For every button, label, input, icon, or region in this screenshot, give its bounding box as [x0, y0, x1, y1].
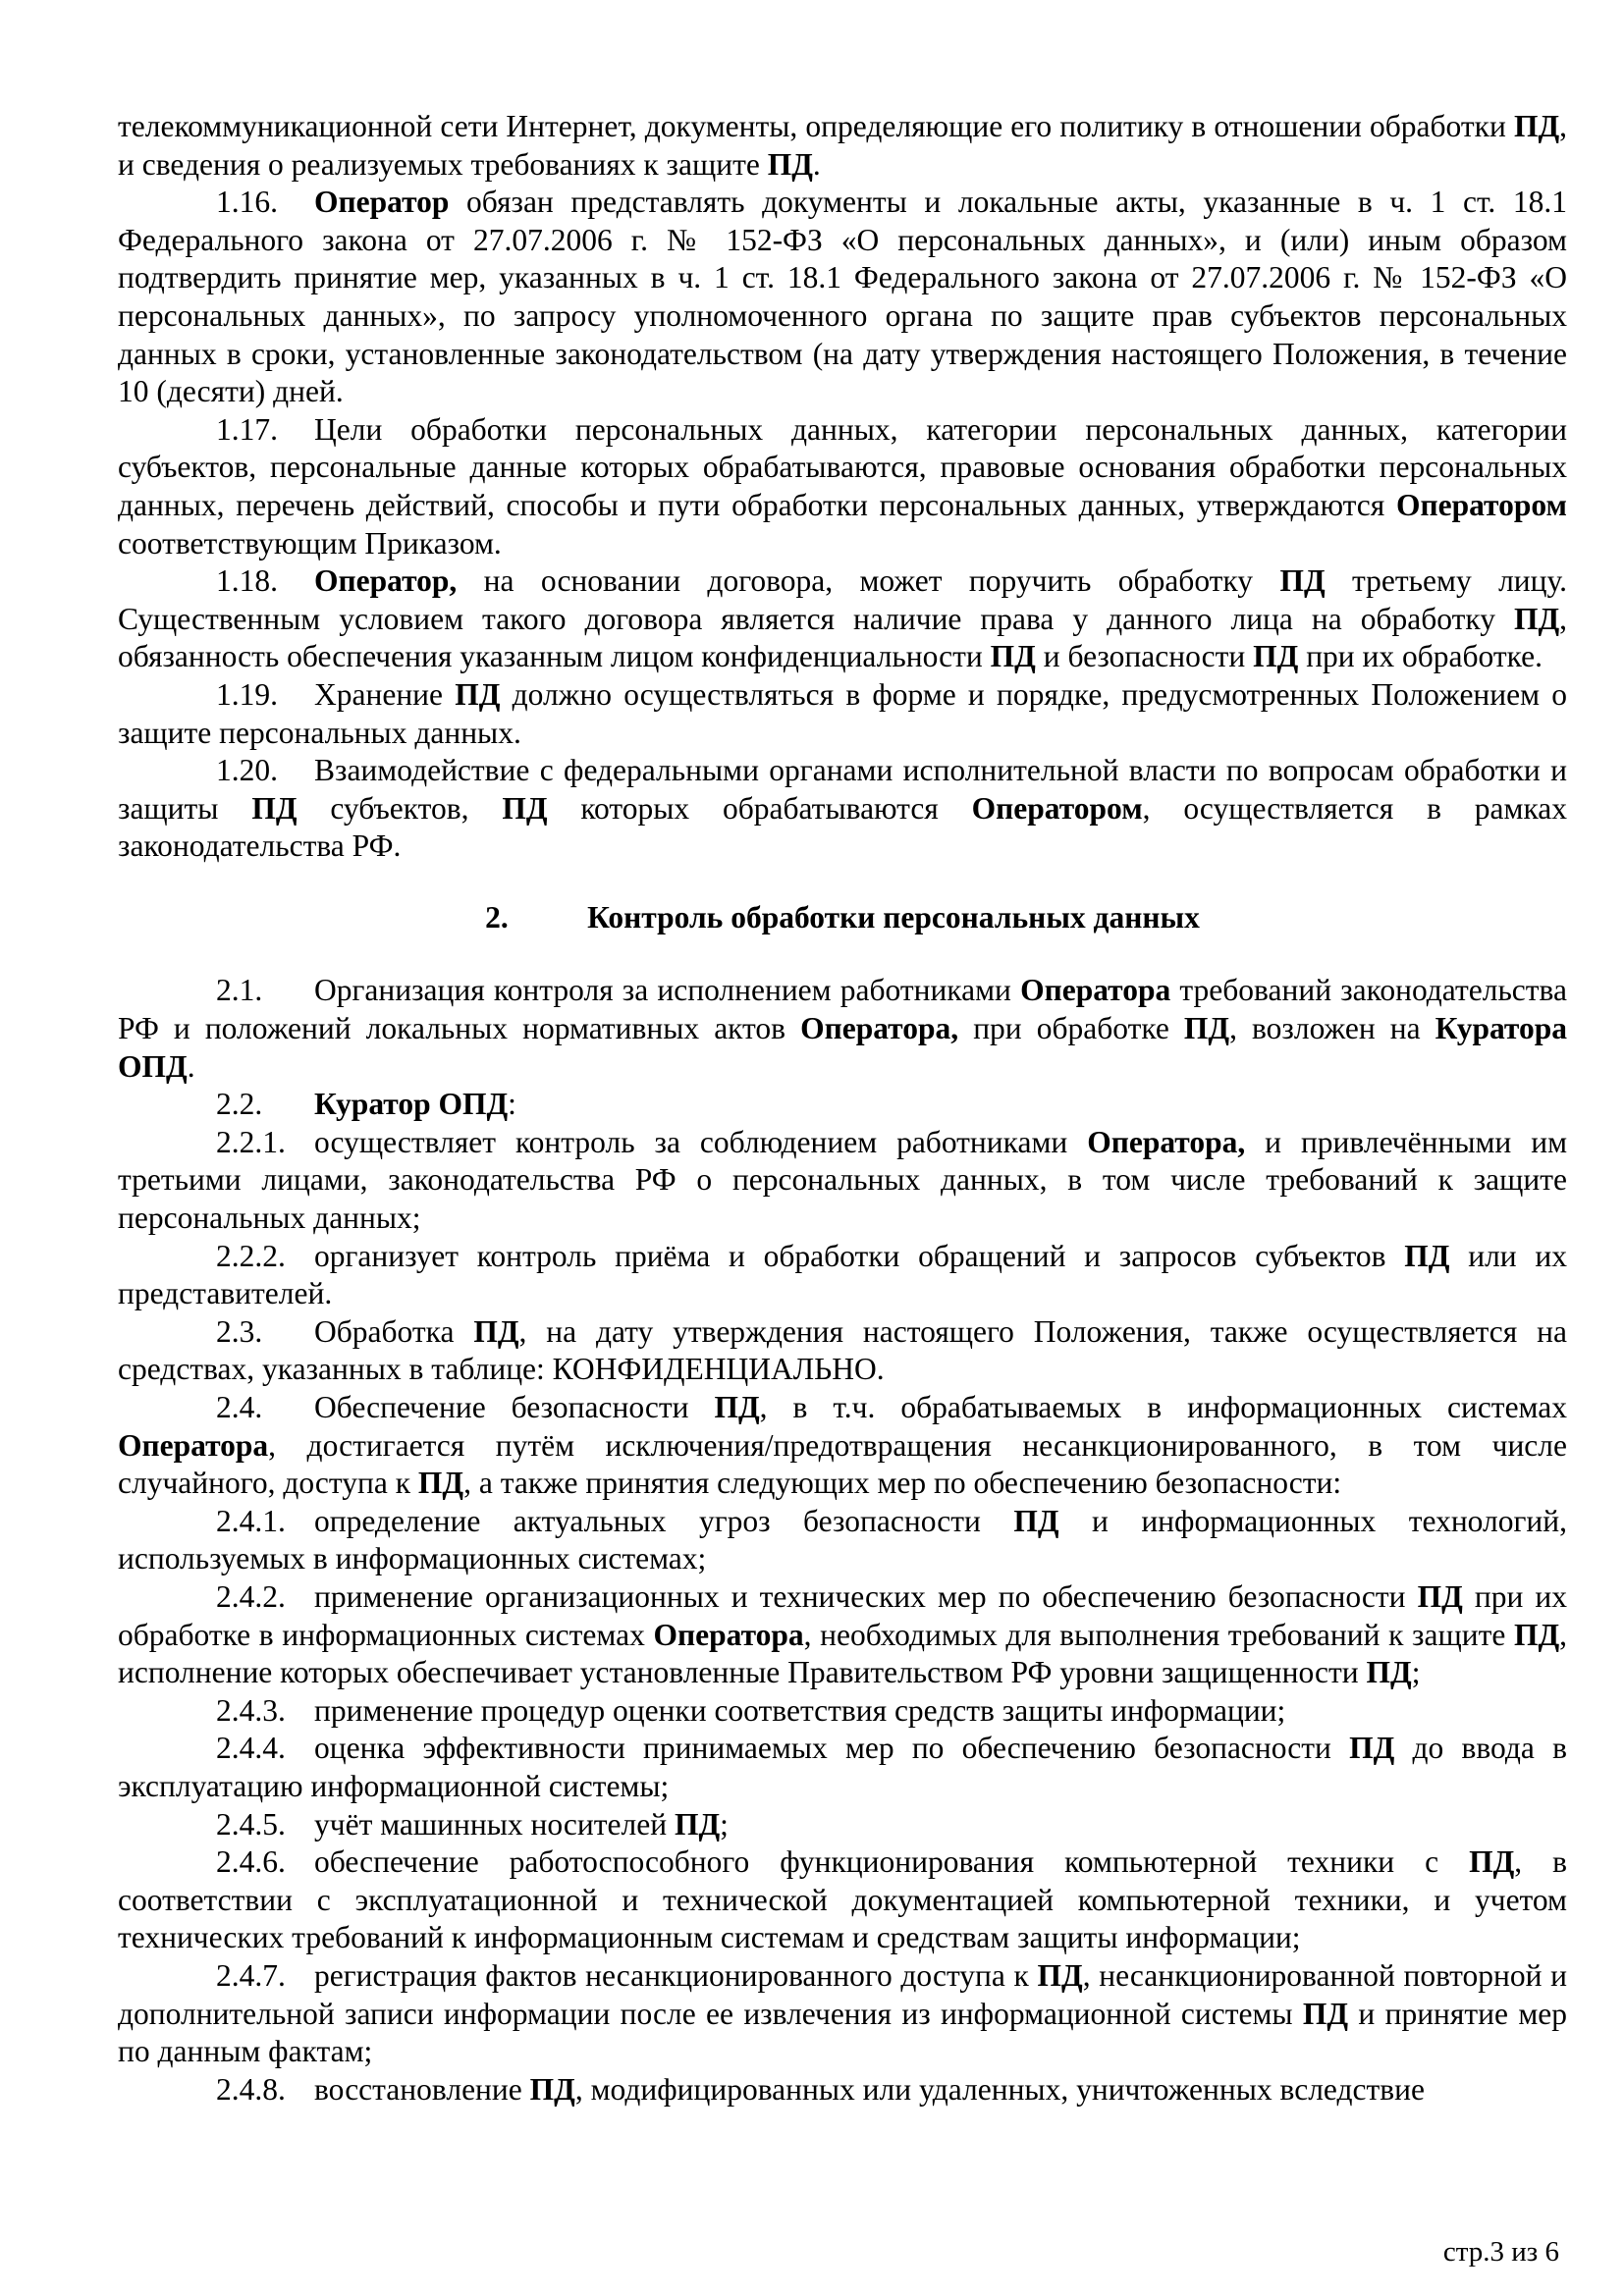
paragraph — [118, 411, 1567, 562]
paragraph — [118, 1503, 1567, 1578]
paragraph — [118, 1692, 1567, 1731]
paragraph-number: 2.2. — [216, 1087, 263, 1122]
paragraph — [118, 972, 1567, 1086]
paragraph-text: Куратор ОПД: — [314, 1087, 516, 1122]
paragraph — [118, 1313, 1567, 1389]
paragraph — [118, 1806, 1567, 1844]
paragraph-text: оценка эффективности принимаемых мер по обеспечению безопасности ПД до ввода в эксплуатацию информационной системы; — [118, 1731, 1567, 1803]
paragraph — [118, 752, 1567, 866]
paragraph — [118, 2071, 1567, 2109]
paragraph-text: восстановление ПД, модифицированных или удаленных, уничтоженных вследствие — [314, 2071, 1425, 2107]
paragraph-text: Обработка ПД, на дату утверждения настоящего Положения, также осуществляется на средствах, указанных в таблице: КОНФИДЕНЦИАЛЬНО. — [118, 1313, 1567, 1387]
section-title: Контроль обработки персональных данных — [587, 899, 1200, 934]
paragraph-number: 2.4. — [216, 1390, 263, 1424]
paragraph — [118, 1730, 1567, 1805]
paragraph-text: регистрация фактов несанкционированного доступа к ПД, несанкционированной повторной и дополнительной записи информации после ее извлечения из информационной системы ПД и принятие мер по данным фактам; — [118, 1957, 1567, 2069]
paragraph — [118, 184, 1567, 411]
section-2-body — [118, 972, 1567, 2109]
paragraph-text: Организация контроля за исполнением работниками Оператора требований законодательства РФ и положений локальных нормативных актов Оператора, при обработке ПД, возложен на Куратора ОПД. — [118, 973, 1568, 1084]
paragraph — [118, 1389, 1567, 1503]
paragraph-text: применение организационных и технических мер по обеспечению безопасности ПД при их обработке в информационных системах Оператора, необходимых для выполнения требований к защите ПД, исполнение которых обеспечивает установленные Правительством РФ уровни защищенности ПД; — [118, 1578, 1568, 1690]
paragraph-number: 2.4.3. — [216, 1692, 286, 1728]
paragraph-number: 2.4.2. — [216, 1578, 286, 1614]
paragraph-text: учёт машинных носителей ПД; — [314, 1806, 729, 1842]
paragraph-number: 1.18. — [216, 563, 278, 599]
paragraph-number: 2.4.8. — [216, 2071, 286, 2107]
paragraph-text: определение актуальных угроз безопасности ПД и информационных технологий, используемых в информационных системах; — [118, 1503, 1567, 1576]
document-page — [118, 108, 1567, 2109]
paragraph-number: 1.19. — [216, 676, 278, 712]
paragraph — [118, 108, 1567, 184]
page-number: стр.3 из 6 — [1442, 2236, 1559, 2268]
paragraph-text: Оператор обязан представлять документы и локальные акты, указанные в ч. 1 ст. 18.1 Федерального закона от 27.07.2006 г. № 152-ФЗ «О персональных данных», и (или) иным образом подтвердить принятие мер, указанных в ч. 1 ст. 18.1 Федерального закона от 27.07.2006 г. № 152-ФЗ «О персональных данных», по запросу уполномоченного органа по защите прав субъектов персональных данных в сроки, установленные законодательством (на дату утверждения настоящего Положения, в течение 10 (десяти) дней. — [118, 185, 1567, 409]
paragraph-text: осуществляет контроль за соблюдением работниками Оператора, и привлечёнными им третьими лицами, законодательства РФ о персональных данных, в том числе требований к защите персональных данных; — [118, 1124, 1568, 1236]
paragraph-number: 2.4.5. — [216, 1806, 286, 1842]
paragraph-number: 2.4.7. — [216, 1957, 286, 1993]
paragraph — [118, 1578, 1567, 1692]
paragraph-number: 2.4.6. — [216, 1844, 286, 1880]
paragraph-text: Оператор, на основании договора, может поручить обработку ПД третьему лицу. Существенным условием такого договора является наличие права у данного лица на обработку ПД, обязанность обеспечения указанным лицом конфиденциальности ПД и безопасности ПД при их обработке. — [118, 563, 1567, 674]
paragraph-text: Цели обработки персональных данных, категории персональных данных, категории субъектов, персональные данные которых обрабатываются, правовые основания обработки персональных данных, перечень действий, способы и пути обработки персональных данных, утверждаются Оператором соответствующим Приказом. — [118, 411, 1567, 561]
paragraph — [118, 676, 1567, 752]
paragraph-text: Взаимодействие с федеральными органами исполнительной власти по вопросам обработки и защиты ПД субъектов, ПД которых обрабатываются Оператором, осуществляется в рамках законодательства РФ. — [118, 753, 1568, 864]
paragraph — [118, 1957, 1567, 2071]
paragraph — [118, 562, 1567, 676]
paragraph-number: 2.4.4. — [216, 1731, 286, 1766]
paragraph-text: организует контроль приёма и обработки обращений и запросов субъектов ПД или их представителей. — [118, 1238, 1567, 1311]
paragraph-text: Обеспечение безопасности ПД, в т.ч. обрабатываемых в информационных системах Оператора, достигается путём исключения/предотвращения несанкционированного, в том числе случайного, доступа к ПД, а также принятия следующих мер по обеспечению безопасности: — [118, 1390, 1568, 1501]
paragraph-number: 1.16. — [216, 185, 278, 220]
paragraph-text: применение процедур оценки соответствия средств защиты информации; — [314, 1692, 1286, 1728]
paragraph-number: 2.1. — [216, 973, 263, 1008]
paragraph-number: 2.2.1. — [216, 1124, 286, 1159]
paragraph-number: 2.4.1. — [216, 1503, 286, 1538]
section-1-body — [118, 108, 1567, 866]
paragraph-number: 2.3. — [216, 1313, 263, 1349]
section-heading — [118, 899, 1567, 937]
paragraph — [118, 1124, 1567, 1238]
section-number: 2. — [485, 899, 509, 934]
paragraph-text: Хранение ПД должно осуществляться в форме и порядке, предусмотренных Положением о защите персональных данных. — [118, 676, 1568, 750]
paragraph-number: 1.17. — [216, 411, 278, 447]
paragraph-text: обеспечение работоспособного функционирования компьютерной техники с ПД, в соответствии с эксплуатационной и технической документацией компьютерной техники, и учетом технических требований к информационным системам и средствам защиты информации; — [118, 1844, 1567, 1955]
paragraph-text: телекоммуникационной сети Интернет, документы, определяющие его политику в отношении обработки ПД, и сведения о реализуемых требованиях к защите ПД. — [118, 109, 1567, 182]
paragraph-number: 2.2.2. — [216, 1238, 286, 1273]
paragraph-number: 1.20. — [216, 753, 278, 788]
paragraph — [118, 1086, 1567, 1124]
paragraph — [118, 1843, 1567, 1957]
paragraph — [118, 1238, 1567, 1313]
